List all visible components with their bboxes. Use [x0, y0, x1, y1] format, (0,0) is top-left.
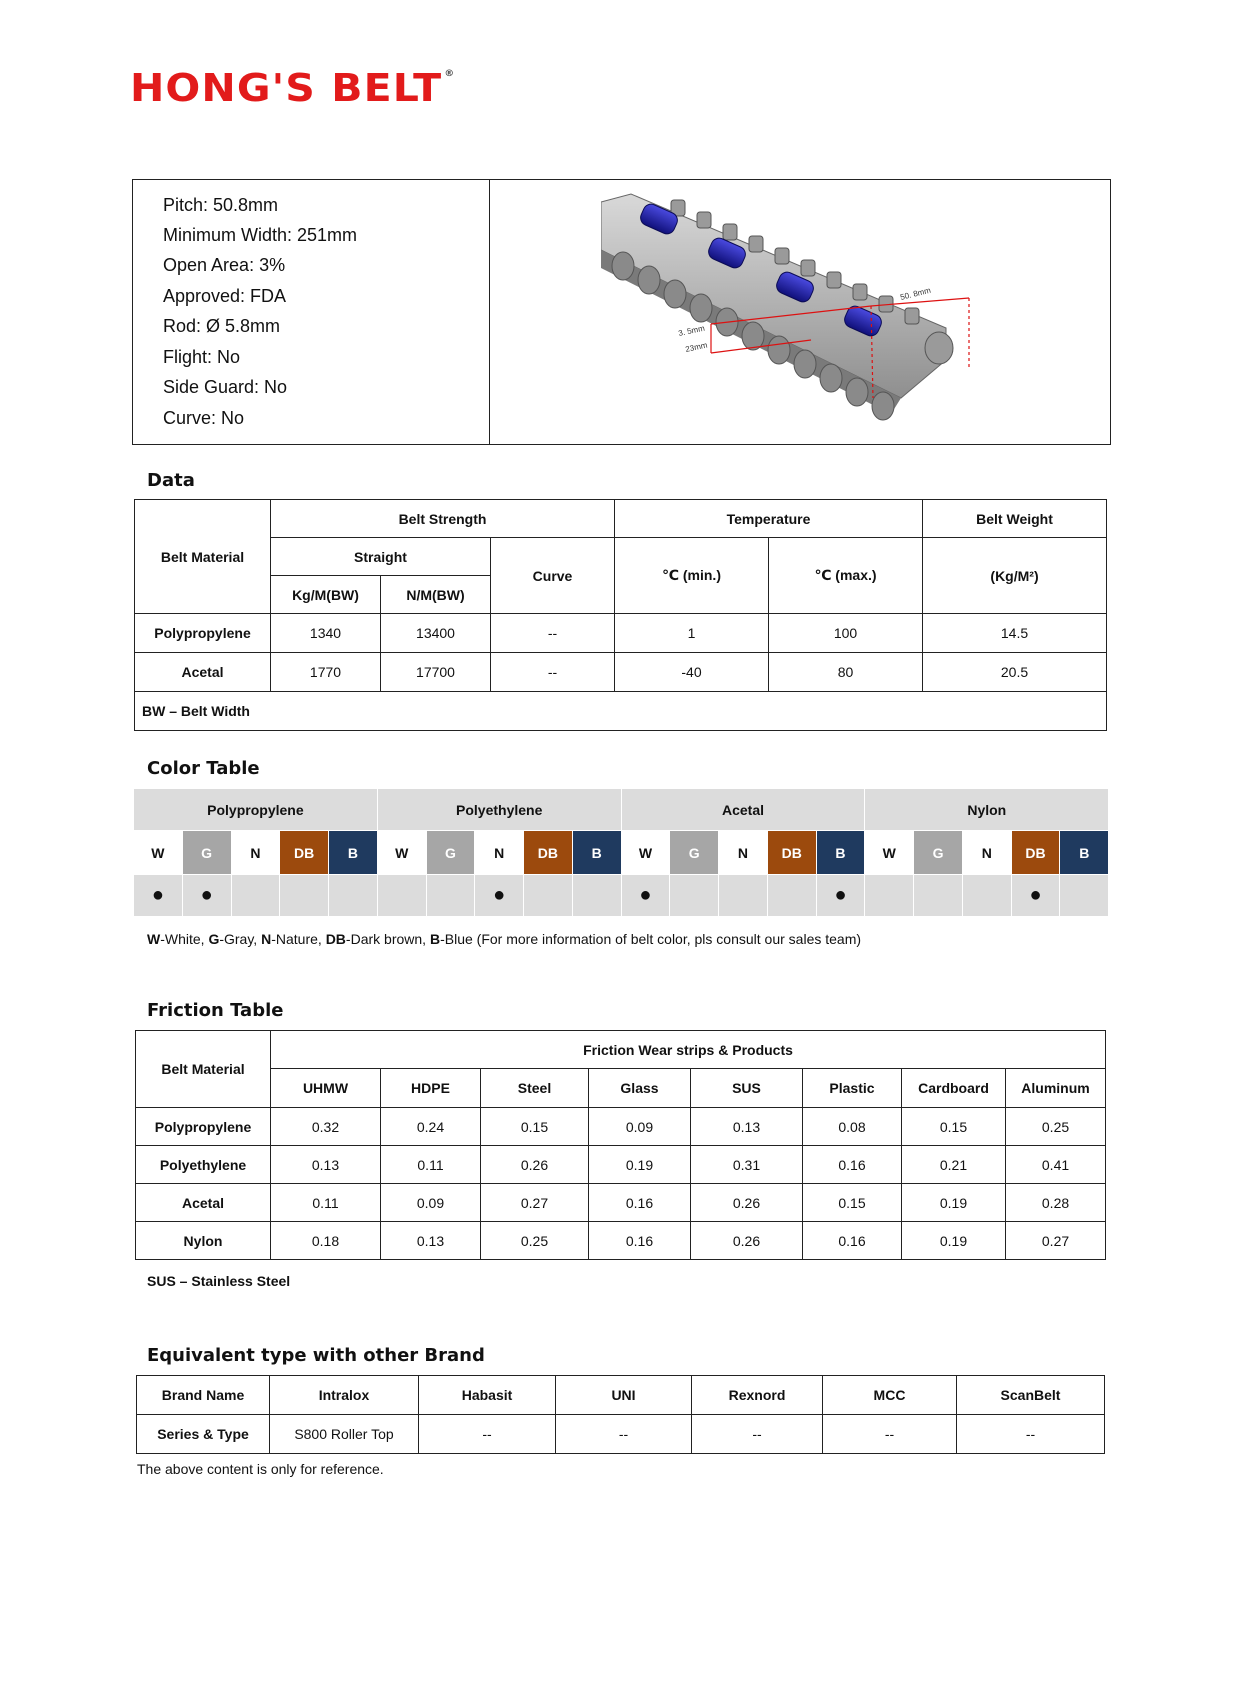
color-availability-cell: ● — [134, 875, 183, 917]
col-curve: Curve — [491, 538, 615, 614]
cell-tmin: 1 — [615, 614, 769, 653]
spec-min-width: Minimum Width: 251mm — [163, 225, 358, 245]
color-code-cell: W — [621, 831, 670, 875]
cell-weight: 20.5 — [923, 653, 1107, 692]
color-availability-cell — [329, 875, 378, 917]
row-material: Polypropylene — [136, 1108, 271, 1146]
logo-text: HONG'S BELT — [130, 66, 443, 110]
friction-value-cell: 0.16 — [803, 1146, 902, 1184]
group-acetal: Acetal — [621, 789, 865, 831]
color-code-cell: B — [572, 831, 621, 875]
friction-col-aluminum: Aluminum — [1006, 1069, 1106, 1108]
friction-value-cell: 0.13 — [691, 1108, 803, 1146]
friction-value-cell: 0.13 — [271, 1146, 381, 1184]
cell-tmin: -40 — [615, 653, 769, 692]
friction-value-cell: 0.13 — [381, 1222, 481, 1260]
legend-g-text: -Gray, — [219, 931, 262, 947]
color-code-cell: N — [475, 831, 524, 875]
friction-value-cell: 0.19 — [902, 1184, 1006, 1222]
friction-value-cell: 0.11 — [381, 1146, 481, 1184]
row-material: Nylon — [136, 1222, 271, 1260]
cell-nm: 17700 — [381, 653, 491, 692]
friction-value-cell: 0.28 — [1006, 1184, 1106, 1222]
cell-curve: -- — [491, 653, 615, 692]
spec-box — [132, 179, 1111, 445]
cell-kgm: 1770 — [271, 653, 381, 692]
cell-tmax: 100 — [769, 614, 923, 653]
col-kgm: Kg/M(BW) — [271, 576, 381, 614]
col-straight: Straight — [271, 538, 491, 576]
col-nm: N/M(BW) — [381, 576, 491, 614]
friction-value-cell: 0.19 — [589, 1146, 691, 1184]
spec-curve: Curve: No — [163, 408, 245, 428]
series-type-cell: -- — [957, 1415, 1105, 1454]
spec-rod: Rod: Ø 5.8mm — [163, 316, 281, 336]
friction-value-cell: 0.19 — [902, 1222, 1006, 1260]
color-code-cell: N — [962, 831, 1011, 875]
table-row — [135, 653, 1107, 692]
friction-footnote: SUS – Stainless Steel — [147, 1273, 291, 1289]
friction-value-cell: 0.25 — [481, 1222, 589, 1260]
color-availability-cell: ● — [182, 875, 231, 917]
legend-db-code: DB — [325, 931, 346, 947]
color-availability-cell: ● — [475, 875, 524, 917]
equivalent-title: Equivalent type with other Brand — [147, 1345, 485, 1366]
color-code-cell: DB — [280, 831, 329, 875]
table-row — [136, 1108, 1106, 1146]
friction-title: Friction Table — [147, 1000, 284, 1021]
friction-col-glass: Glass — [589, 1069, 691, 1108]
registered-mark: ® — [444, 69, 456, 79]
col-belt-strength: Belt Strength — [271, 500, 615, 538]
friction-header-row — [136, 1069, 1106, 1108]
friction-value-cell: 0.24 — [381, 1108, 481, 1146]
legend-w-code: W — [147, 931, 161, 947]
equivalent-col-series: Series & Type — [137, 1415, 270, 1454]
series-type-cell: -- — [419, 1415, 556, 1454]
friction-col-plastic: Plastic — [803, 1069, 902, 1108]
belt-drawing — [601, 188, 993, 436]
color-table — [133, 788, 1109, 917]
spec-open-area: Open Area: 3% — [163, 255, 286, 275]
legend-b-text: -Blue (For more information of belt color, pls consult our sales team) — [440, 931, 862, 947]
friction-col-steel: Steel — [481, 1069, 589, 1108]
spec-pitch: Pitch: 50.8mm — [163, 195, 279, 215]
legend-g-code: G — [208, 931, 220, 947]
series-type-cell: -- — [823, 1415, 957, 1454]
friction-value-cell: 0.16 — [803, 1222, 902, 1260]
color-code-cell: G — [426, 831, 475, 875]
color-code-cell: W — [134, 831, 183, 875]
data-footnote: BW – Belt Width — [135, 692, 1107, 731]
friction-value-cell: 0.27 — [481, 1184, 589, 1222]
color-code-cell: B — [329, 831, 378, 875]
color-availability-cell — [377, 875, 426, 917]
cell-kgm: 1340 — [271, 614, 381, 653]
row-material: Polyethylene — [136, 1146, 271, 1184]
data-title: Data — [147, 470, 195, 491]
color-availability-cell — [280, 875, 329, 917]
equivalent-brand-row — [137, 1376, 1105, 1415]
col-belt-weight: Belt Weight — [923, 500, 1107, 538]
table-row — [135, 614, 1107, 653]
friction-value-cell: 0.09 — [589, 1108, 691, 1146]
color-availability-cell — [670, 875, 719, 917]
friction-value-cell: 0.26 — [691, 1184, 803, 1222]
color-code-row — [134, 831, 1109, 875]
legend-n-text: -Nature, — [271, 931, 326, 947]
color-availability-cell — [231, 875, 280, 917]
friction-col-hdpe: HDPE — [381, 1069, 481, 1108]
color-code-cell: B — [1060, 831, 1109, 875]
color-availability-cell: ● — [621, 875, 670, 917]
brand-uni: UNI — [556, 1376, 692, 1415]
table-row — [136, 1184, 1106, 1222]
brand-scanbelt: ScanBelt — [957, 1376, 1105, 1415]
friction-value-cell: 0.26 — [691, 1222, 803, 1260]
color-code-cell: DB — [767, 831, 816, 875]
color-code-cell: G — [914, 831, 963, 875]
equivalent-type-row — [137, 1415, 1105, 1454]
col-temp-max: ℃ (max.) — [769, 538, 923, 614]
group-polyethylene: Polyethylene — [377, 789, 621, 831]
color-code-cell: N — [231, 831, 280, 875]
row-material: Polypropylene — [135, 614, 271, 653]
friction-value-cell: 0.26 — [481, 1146, 589, 1184]
cell-weight: 14.5 — [923, 614, 1107, 653]
friction-value-cell: 0.08 — [803, 1108, 902, 1146]
friction-value-cell: 0.32 — [271, 1108, 381, 1146]
color-availability-cell: ● — [1011, 875, 1060, 917]
spec-approved: Approved: FDA — [163, 286, 287, 306]
series-type-cell: S800 Roller Top — [270, 1415, 419, 1454]
color-availability-cell — [962, 875, 1011, 917]
brand-intralox: Intralox — [270, 1376, 419, 1415]
friction-value-cell: 0.15 — [803, 1184, 902, 1222]
color-availability-cell — [572, 875, 621, 917]
col-temp-min: ℃ (min.) — [615, 538, 769, 614]
table-row — [136, 1222, 1106, 1260]
spec-list — [133, 180, 490, 444]
friction-col-material: Belt Material — [136, 1031, 271, 1108]
friction-value-cell: 0.18 — [271, 1222, 381, 1260]
friction-table — [135, 1030, 1106, 1260]
friction-value-cell: 0.16 — [589, 1184, 691, 1222]
reference-note: The above content is only for reference. — [137, 1461, 384, 1477]
col-weight-unit: (Kg/M²) — [923, 538, 1107, 614]
friction-value-cell: 0.25 — [1006, 1108, 1106, 1146]
row-material: Acetal — [136, 1184, 271, 1222]
brand-rexnord: Rexnord — [692, 1376, 823, 1415]
legend-b-code: B — [429, 931, 441, 947]
brand-mcc: MCC — [823, 1376, 957, 1415]
friction-value-cell: 0.11 — [271, 1184, 381, 1222]
friction-value-cell: 0.31 — [691, 1146, 803, 1184]
spec-side-guard: Side Guard: No — [163, 377, 288, 397]
cell-curve: -- — [491, 614, 615, 653]
friction-col-sus: SUS — [691, 1069, 803, 1108]
group-polypropylene: Polypropylene — [134, 789, 378, 831]
friction-value-cell: 0.27 — [1006, 1222, 1106, 1260]
color-code-cell: W — [865, 831, 914, 875]
spec-flight: Flight: No — [163, 347, 241, 367]
brand-habasit: Habasit — [419, 1376, 556, 1415]
color-availability-cell — [719, 875, 768, 917]
color-legend — [147, 931, 861, 947]
color-code-cell: G — [182, 831, 231, 875]
friction-value-cell: 0.41 — [1006, 1146, 1106, 1184]
height-dim-label: 23mm — [684, 340, 709, 354]
friction-value-cell: 0.09 — [381, 1184, 481, 1222]
brand-logo — [130, 66, 455, 110]
color-availability-cell: ● — [816, 875, 865, 917]
color-title: Color Table — [147, 758, 260, 779]
row-material: Acetal — [135, 653, 271, 692]
color-availability-row — [134, 875, 1109, 917]
legend-w-text: -White, — [160, 931, 209, 947]
series-type-cell: -- — [556, 1415, 692, 1454]
equivalent-col-brand: Brand Name — [137, 1376, 270, 1415]
color-availability-cell — [1060, 875, 1109, 917]
legend-n-code: N — [261, 931, 272, 947]
friction-value-cell: 0.21 — [902, 1146, 1006, 1184]
friction-value-cell: 0.16 — [589, 1222, 691, 1260]
cell-tmax: 80 — [769, 653, 923, 692]
friction-col-group: Friction Wear strips & Products — [271, 1031, 1106, 1069]
cell-nm: 13400 — [381, 614, 491, 653]
color-availability-cell — [914, 875, 963, 917]
color-code-cell: W — [377, 831, 426, 875]
legend-db-text: -Dark brown, — [345, 931, 430, 947]
friction-value-cell: 0.15 — [902, 1108, 1006, 1146]
color-code-cell: N — [719, 831, 768, 875]
col-belt-material: Belt Material — [135, 500, 271, 614]
series-type-cell: -- — [692, 1415, 823, 1454]
color-availability-cell — [865, 875, 914, 917]
data-table — [134, 499, 1107, 731]
color-availability-cell — [426, 875, 475, 917]
group-nylon: Nylon — [865, 789, 1109, 831]
color-availability-cell — [767, 875, 816, 917]
color-code-cell: DB — [1011, 831, 1060, 875]
friction-col-uhmw: UHMW — [271, 1069, 381, 1108]
col-temperature: Temperature — [615, 500, 923, 538]
thickness-dim-label: 3. 5mm — [677, 323, 706, 338]
color-code-cell: B — [816, 831, 865, 875]
pitch-dim-label: 50. 8mm — [899, 285, 932, 302]
friction-col-cardboard: Cardboard — [902, 1069, 1006, 1108]
color-code-cell: DB — [524, 831, 573, 875]
equivalent-table — [136, 1375, 1105, 1454]
color-availability-cell — [524, 875, 573, 917]
table-row — [136, 1146, 1106, 1184]
friction-value-cell: 0.15 — [481, 1108, 589, 1146]
color-code-cell: G — [670, 831, 719, 875]
